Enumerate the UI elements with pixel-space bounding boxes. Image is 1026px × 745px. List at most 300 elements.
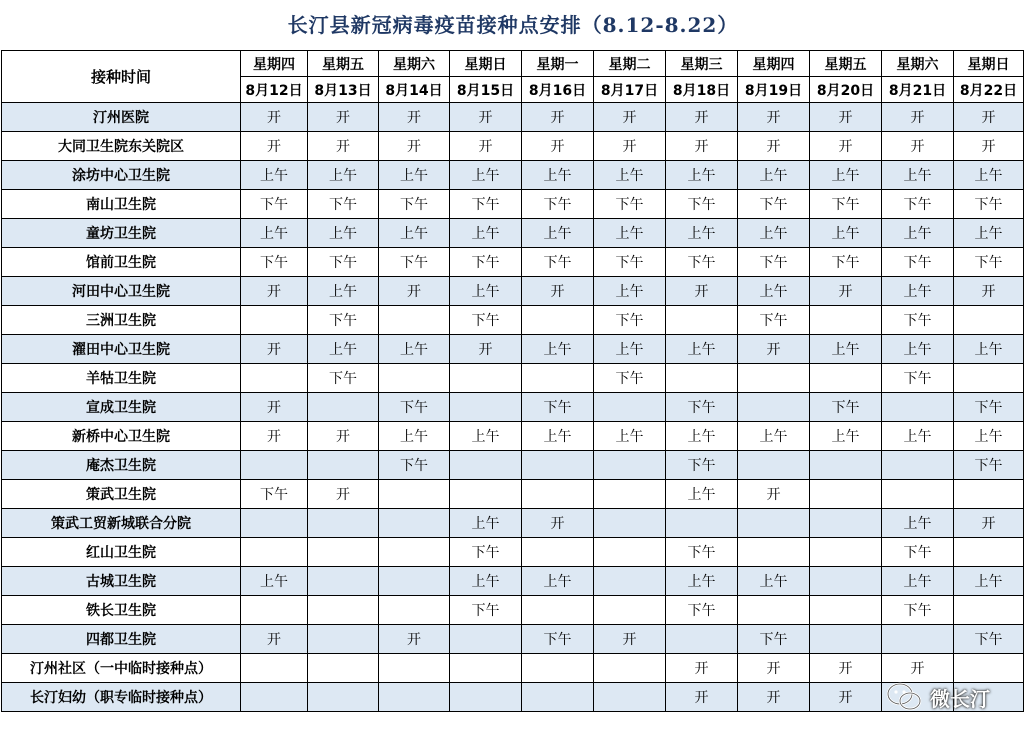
schedule-cell: 下午 <box>241 480 308 509</box>
schedule-cell <box>882 393 954 422</box>
schedule-cell: 开 <box>810 103 882 132</box>
schedule-cell <box>810 306 882 335</box>
schedule-cell: 上午 <box>594 219 666 248</box>
table-row <box>2 596 1024 625</box>
schedule-cell: 下午 <box>308 306 379 335</box>
schedule-cell: 开 <box>379 277 450 306</box>
schedule-cell <box>450 480 522 509</box>
schedule-cell <box>810 567 882 596</box>
schedule-cell: 开 <box>594 132 666 161</box>
schedule-cell: 下午 <box>450 306 522 335</box>
schedule-cell: 开 <box>522 277 594 306</box>
schedule-cell: 开 <box>450 103 522 132</box>
table-row <box>2 683 1024 712</box>
schedule-cell: 开 <box>450 132 522 161</box>
schedule-cell: 上午 <box>738 422 810 451</box>
date-header: 8月15日 <box>450 77 522 103</box>
weekday-header: 星期五 <box>810 51 882 77</box>
schedule-cell <box>450 683 522 712</box>
schedule-cell: 下午 <box>882 190 954 219</box>
date-header: 8月13日 <box>308 77 379 103</box>
schedule-cell: 下午 <box>522 393 594 422</box>
schedule-cell <box>594 654 666 683</box>
site-name: 策武卫生院 <box>2 480 241 509</box>
schedule-cell <box>308 567 379 596</box>
schedule-cell: 开 <box>882 654 954 683</box>
schedule-cell: 上午 <box>882 219 954 248</box>
schedule-cell: 上午 <box>594 277 666 306</box>
schedule-cell: 上午 <box>882 422 954 451</box>
schedule-cell: 开 <box>954 277 1024 306</box>
schedule-cell <box>308 683 379 712</box>
schedule-table <box>1 50 1024 712</box>
schedule-cell <box>522 538 594 567</box>
table-row <box>2 277 1024 306</box>
schedule-cell: 开 <box>522 509 594 538</box>
schedule-cell: 上午 <box>594 161 666 190</box>
schedule-cell: 下午 <box>954 190 1024 219</box>
schedule-cell: 上午 <box>522 161 594 190</box>
schedule-cell: 上午 <box>450 567 522 596</box>
schedule-cell: 下午 <box>666 596 738 625</box>
schedule-cell <box>522 480 594 509</box>
schedule-cell: 上午 <box>882 567 954 596</box>
schedule-cell <box>241 509 308 538</box>
schedule-cell: 下午 <box>241 248 308 277</box>
schedule-cell: 开 <box>666 654 738 683</box>
schedule-cell <box>738 451 810 480</box>
schedule-cell: 上午 <box>738 567 810 596</box>
table-row <box>2 480 1024 509</box>
weekday-header: 星期一 <box>522 51 594 77</box>
schedule-cell: 上午 <box>308 335 379 364</box>
table-row <box>2 161 1024 190</box>
schedule-cell: 上午 <box>666 480 738 509</box>
site-name: 大同卫生院东关院区 <box>2 132 241 161</box>
schedule-cell <box>954 596 1024 625</box>
site-name: 羊牯卫生院 <box>2 364 241 393</box>
schedule-cell <box>594 451 666 480</box>
site-name: 濯田中心卫生院 <box>2 335 241 364</box>
schedule-cell <box>666 364 738 393</box>
schedule-cell: 下午 <box>954 451 1024 480</box>
site-name: 三洲卫生院 <box>2 306 241 335</box>
table-row <box>2 538 1024 567</box>
schedule-cell <box>738 509 810 538</box>
schedule-cell: 开 <box>379 132 450 161</box>
schedule-cell: 下午 <box>308 364 379 393</box>
schedule-cell <box>241 364 308 393</box>
schedule-cell: 上午 <box>810 161 882 190</box>
site-name: 古城卫生院 <box>2 567 241 596</box>
schedule-cell <box>666 509 738 538</box>
wechat-icon <box>886 682 922 712</box>
table-row <box>2 132 1024 161</box>
schedule-cell: 上午 <box>954 161 1024 190</box>
schedule-cell: 开 <box>666 103 738 132</box>
schedule-cell: 上午 <box>522 219 594 248</box>
schedule-cell: 下午 <box>954 625 1024 654</box>
schedule-cell <box>594 393 666 422</box>
site-name: 铁长卫生院 <box>2 596 241 625</box>
schedule-cell <box>241 683 308 712</box>
schedule-cell: 下午 <box>954 248 1024 277</box>
schedule-cell <box>308 538 379 567</box>
schedule-cell: 上午 <box>738 161 810 190</box>
schedule-cell: 上午 <box>308 277 379 306</box>
schedule-cell: 下午 <box>594 364 666 393</box>
schedule-cell: 开 <box>241 277 308 306</box>
date-header: 8月16日 <box>522 77 594 103</box>
schedule-cell: 下午 <box>522 190 594 219</box>
schedule-cell: 下午 <box>882 596 954 625</box>
page-title: 长汀县新冠病毒疫苗接种点安排（8.12-8.22） <box>287 13 739 37</box>
date-header: 8月18日 <box>666 77 738 103</box>
schedule-cell: 下午 <box>450 190 522 219</box>
schedule-cell: 下午 <box>522 248 594 277</box>
schedule-cell: 上午 <box>450 422 522 451</box>
schedule-cell: 上午 <box>882 335 954 364</box>
schedule-cell <box>954 306 1024 335</box>
watermark <box>886 680 990 714</box>
schedule-cell: 开 <box>810 683 882 712</box>
date-header: 8月20日 <box>810 77 882 103</box>
schedule-cell: 开 <box>738 480 810 509</box>
schedule-cell: 上午 <box>882 161 954 190</box>
schedule-cell: 开 <box>882 132 954 161</box>
schedule-cell: 开 <box>241 103 308 132</box>
schedule-cell <box>308 654 379 683</box>
schedule-cell <box>379 480 450 509</box>
site-name: 新桥中心卫生院 <box>2 422 241 451</box>
schedule-cell <box>450 451 522 480</box>
schedule-cell: 上午 <box>954 219 1024 248</box>
schedule-cell: 开 <box>308 422 379 451</box>
schedule-cell: 下午 <box>594 248 666 277</box>
schedule-cell: 上午 <box>666 335 738 364</box>
site-name: 童坊卫生院 <box>2 219 241 248</box>
table-row <box>2 422 1024 451</box>
schedule-cell: 上午 <box>241 567 308 596</box>
schedule-cell: 下午 <box>308 248 379 277</box>
schedule-cell: 上午 <box>308 161 379 190</box>
schedule-cell <box>241 451 308 480</box>
schedule-cell: 上午 <box>810 335 882 364</box>
schedule-cell: 开 <box>738 103 810 132</box>
schedule-cell <box>308 393 379 422</box>
schedule-cell: 上午 <box>241 219 308 248</box>
schedule-cell: 下午 <box>882 248 954 277</box>
schedule-cell: 下午 <box>882 306 954 335</box>
schedule-cell: 上午 <box>738 219 810 248</box>
schedule-cell: 上午 <box>522 567 594 596</box>
schedule-cell <box>882 480 954 509</box>
schedule-cell <box>241 596 308 625</box>
schedule-cell: 上午 <box>450 509 522 538</box>
schedule-cell <box>954 538 1024 567</box>
schedule-cell: 下午 <box>810 248 882 277</box>
schedule-cell <box>379 654 450 683</box>
schedule-cell: 上午 <box>379 335 450 364</box>
weekday-header-row <box>2 51 1024 77</box>
schedule-cell: 下午 <box>450 596 522 625</box>
schedule-cell <box>738 596 810 625</box>
schedule-cell: 开 <box>738 335 810 364</box>
schedule-cell: 下午 <box>666 451 738 480</box>
schedule-cell: 开 <box>522 132 594 161</box>
schedule-cell: 下午 <box>241 190 308 219</box>
schedule-cell: 上午 <box>666 567 738 596</box>
date-header: 8月12日 <box>241 77 308 103</box>
schedule-cell: 开 <box>738 132 810 161</box>
schedule-cell: 开 <box>450 335 522 364</box>
schedule-cell <box>308 625 379 654</box>
schedule-cell <box>450 393 522 422</box>
schedule-cell: 下午 <box>810 393 882 422</box>
schedule-cell <box>379 683 450 712</box>
schedule-cell: 下午 <box>666 393 738 422</box>
schedule-cell: 开 <box>308 132 379 161</box>
schedule-cell: 上午 <box>450 219 522 248</box>
schedule-cell: 开 <box>308 103 379 132</box>
schedule-cell <box>241 538 308 567</box>
site-name: 汀州社区（一中临时接种点） <box>2 654 241 683</box>
table-row <box>2 451 1024 480</box>
schedule-cell: 上午 <box>666 219 738 248</box>
schedule-cell: 下午 <box>594 306 666 335</box>
schedule-cell: 开 <box>954 509 1024 538</box>
weekday-header: 星期四 <box>738 51 810 77</box>
schedule-cell: 开 <box>241 393 308 422</box>
schedule-cell: 下午 <box>308 190 379 219</box>
schedule-cell <box>954 654 1024 683</box>
date-header: 8月19日 <box>738 77 810 103</box>
schedule-cell <box>738 364 810 393</box>
schedule-cell: 开 <box>594 103 666 132</box>
weekday-header: 星期日 <box>954 51 1024 77</box>
table-row <box>2 364 1024 393</box>
schedule-cell <box>308 596 379 625</box>
table-row <box>2 509 1024 538</box>
schedule-cell: 开 <box>810 277 882 306</box>
table-row <box>2 393 1024 422</box>
schedule-cell: 下午 <box>666 190 738 219</box>
schedule-cell: 开 <box>882 103 954 132</box>
site-name: 红山卫生院 <box>2 538 241 567</box>
schedule-cell: 开 <box>666 132 738 161</box>
schedule-cell <box>522 683 594 712</box>
table-row <box>2 219 1024 248</box>
schedule-cell: 上午 <box>954 422 1024 451</box>
schedule-cell <box>450 625 522 654</box>
schedule-cell <box>379 538 450 567</box>
schedule-cell: 下午 <box>738 625 810 654</box>
schedule-cell: 开 <box>954 103 1024 132</box>
schedule-cell: 上午 <box>241 161 308 190</box>
schedule-cell <box>594 480 666 509</box>
schedule-cell: 上午 <box>738 277 810 306</box>
schedule-cell: 下午 <box>379 451 450 480</box>
schedule-cell: 开 <box>594 625 666 654</box>
schedule-cell: 下午 <box>594 190 666 219</box>
schedule-cell: 下午 <box>738 248 810 277</box>
schedule-cell: 上午 <box>810 219 882 248</box>
weekday-header: 星期二 <box>594 51 666 77</box>
schedule-cell: 上午 <box>522 422 594 451</box>
schedule-cell: 上午 <box>882 509 954 538</box>
schedule-cell <box>522 451 594 480</box>
schedule-cell <box>954 364 1024 393</box>
site-name: 馆前卫生院 <box>2 248 241 277</box>
corner-header: 接种时间 <box>2 51 241 103</box>
schedule-cell: 下午 <box>379 393 450 422</box>
site-name: 庵杰卫生院 <box>2 451 241 480</box>
schedule-cell <box>594 596 666 625</box>
schedule-body <box>2 103 1024 712</box>
schedule-cell: 下午 <box>379 248 450 277</box>
date-header: 8月21日 <box>882 77 954 103</box>
date-header: 8月17日 <box>594 77 666 103</box>
schedule-cell <box>241 654 308 683</box>
schedule-cell <box>594 683 666 712</box>
table-row <box>2 248 1024 277</box>
schedule-cell <box>379 364 450 393</box>
table-row <box>2 625 1024 654</box>
schedule-cell: 上午 <box>379 422 450 451</box>
table-row <box>2 103 1024 132</box>
watermark-text: 微长汀 <box>930 686 990 711</box>
schedule-cell: 上午 <box>594 335 666 364</box>
site-name: 南山卫生院 <box>2 190 241 219</box>
schedule-cell <box>379 306 450 335</box>
schedule-cell: 开 <box>810 132 882 161</box>
schedule-cell <box>379 596 450 625</box>
schedule-cell <box>810 596 882 625</box>
schedule-cell <box>450 654 522 683</box>
schedule-cell: 上午 <box>308 219 379 248</box>
schedule-cell: 开 <box>738 654 810 683</box>
schedule-cell <box>594 538 666 567</box>
site-name: 策武工贸新城联合分院 <box>2 509 241 538</box>
schedule-cell: 开 <box>666 277 738 306</box>
schedule-cell: 上午 <box>379 161 450 190</box>
weekday-header: 星期日 <box>450 51 522 77</box>
weekday-header: 星期三 <box>666 51 738 77</box>
table-row <box>2 654 1024 683</box>
schedule-cell: 下午 <box>666 248 738 277</box>
site-name: 涂坊中心卫生院 <box>2 161 241 190</box>
schedule-cell <box>738 393 810 422</box>
weekday-header: 星期四 <box>241 51 308 77</box>
schedule-cell: 开 <box>522 103 594 132</box>
schedule-cell <box>522 364 594 393</box>
weekday-header: 星期五 <box>308 51 379 77</box>
schedule-cell <box>954 480 1024 509</box>
schedule-cell: 上午 <box>666 161 738 190</box>
schedule-cell <box>522 654 594 683</box>
schedule-cell: 开 <box>241 132 308 161</box>
schedule-cell <box>594 509 666 538</box>
schedule-cell: 上午 <box>810 422 882 451</box>
schedule-cell: 下午 <box>666 538 738 567</box>
site-name: 四都卫生院 <box>2 625 241 654</box>
schedule-cell: 上午 <box>450 277 522 306</box>
schedule-cell <box>666 306 738 335</box>
schedule-cell: 下午 <box>882 364 954 393</box>
date-header: 8月14日 <box>379 77 450 103</box>
schedule-cell <box>810 625 882 654</box>
schedule-cell <box>522 596 594 625</box>
schedule-cell <box>810 480 882 509</box>
schedule-cell: 下午 <box>522 625 594 654</box>
weekday-header: 星期六 <box>882 51 954 77</box>
schedule-cell <box>810 509 882 538</box>
schedule-cell <box>241 306 308 335</box>
schedule-cell <box>594 567 666 596</box>
schedule-cell: 下午 <box>738 306 810 335</box>
schedule-cell: 上午 <box>594 422 666 451</box>
site-name: 河田中心卫生院 <box>2 277 241 306</box>
table-row <box>2 567 1024 596</box>
schedule-cell: 下午 <box>738 190 810 219</box>
schedule-cell: 上午 <box>882 277 954 306</box>
schedule-cell: 下午 <box>810 190 882 219</box>
site-name: 汀州医院 <box>2 103 241 132</box>
site-name: 长汀妇幼（职专临时接种点） <box>2 683 241 712</box>
schedule-cell: 开 <box>379 625 450 654</box>
schedule-cell: 下午 <box>882 538 954 567</box>
schedule-cell: 下午 <box>954 393 1024 422</box>
schedule-cell: 上午 <box>954 335 1024 364</box>
schedule-cell: 开 <box>666 683 738 712</box>
schedule-cell <box>666 625 738 654</box>
schedule-cell: 开 <box>241 422 308 451</box>
site-name: 宣成卫生院 <box>2 393 241 422</box>
schedule-cell <box>308 451 379 480</box>
schedule-cell <box>450 364 522 393</box>
schedule-cell: 下午 <box>379 190 450 219</box>
schedule-cell: 上午 <box>666 422 738 451</box>
schedule-cell <box>810 364 882 393</box>
schedule-cell: 开 <box>241 335 308 364</box>
weekday-header: 星期六 <box>379 51 450 77</box>
table-row <box>2 190 1024 219</box>
schedule-cell: 开 <box>738 683 810 712</box>
schedule-cell <box>308 509 379 538</box>
table-row <box>2 335 1024 364</box>
schedule-cell <box>882 625 954 654</box>
schedule-cell <box>738 538 810 567</box>
schedule-cell: 下午 <box>450 538 522 567</box>
schedule-cell: 上午 <box>379 219 450 248</box>
date-header: 8月22日 <box>954 77 1024 103</box>
schedule-cell: 开 <box>954 132 1024 161</box>
schedule-cell: 开 <box>241 625 308 654</box>
schedule-cell <box>810 451 882 480</box>
schedule-cell <box>379 567 450 596</box>
schedule-cell <box>522 306 594 335</box>
schedule-cell: 开 <box>810 654 882 683</box>
table-row <box>2 306 1024 335</box>
schedule-cell: 开 <box>308 480 379 509</box>
schedule-cell <box>882 451 954 480</box>
schedule-cell: 下午 <box>450 248 522 277</box>
schedule-cell <box>810 538 882 567</box>
schedule-cell: 上午 <box>522 335 594 364</box>
schedule-cell: 上午 <box>450 161 522 190</box>
schedule-cell: 开 <box>379 103 450 132</box>
schedule-cell <box>379 509 450 538</box>
